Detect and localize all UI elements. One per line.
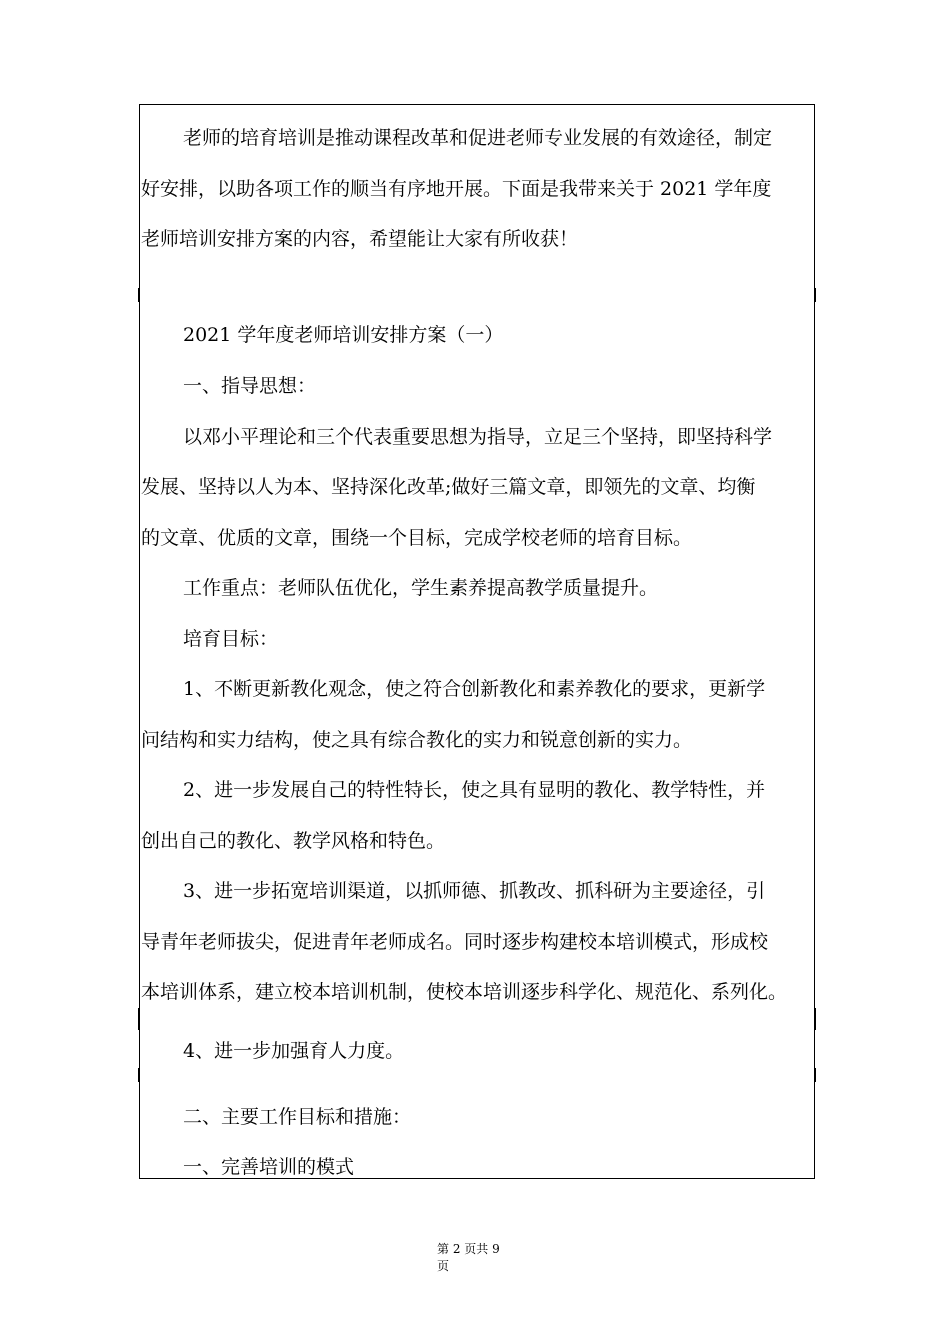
goal-item-2-cont: 创出自己的教化、教学风格和特色。 [141, 830, 446, 852]
left-margin-tick [138, 1068, 140, 1082]
subheading-training-mode: 一、完善培训的模式 [183, 1156, 355, 1178]
body-line: 发展、坚持以人为本、坚持深化改革;做好三篇文章，即领先的文章、均衡 [141, 476, 756, 498]
body-line: 的文章、优质的文章，围绕一个目标，完成学校老师的培育目标。 [141, 527, 693, 549]
heading-training-goals: 培育目标： [183, 628, 279, 650]
intro-line: 老师的培育培训是推动课程改革和促进老师专业发展的有效途径，制定 [183, 127, 773, 149]
page-number-line1: 第 2 页共 9 [437, 1242, 500, 1256]
page-number-line2: 页 [437, 1259, 450, 1273]
intro-line: 老师培训安排方案的内容，希望能让大家有所收获！ [141, 228, 579, 250]
goal-item-2: 2、进一步发展自己的特性特长，使之具有显明的教化、教学特性，并 [183, 779, 766, 801]
heading-main-goals: 二、主要工作目标和措施： [183, 1106, 412, 1128]
intro-line: 好安排，以助各项工作的顺当有序地开展。下面是我带来关于 2021 学年度 [141, 178, 772, 200]
left-margin-tick [138, 1008, 140, 1030]
goal-item-3-cont: 导青年老师拔尖，促进青年老师成名。同时逐步构建校本培训模式，形成校 [141, 931, 769, 953]
goal-item-1-cont: 问结构和实力结构，使之具有综合教化的实力和锐意创新的实力。 [141, 729, 693, 751]
goal-item-3: 3、进一步拓宽培训渠道，以抓师德、抓教改、抓科研为主要途径，引 [183, 880, 766, 902]
right-margin-tick [814, 288, 816, 302]
goal-item-4: 4、进一步加强育人力度。 [183, 1040, 405, 1062]
heading-guiding-thought: 一、指导思想： [183, 375, 317, 397]
work-focus-line: 工作重点：老师队伍优化，学生素养提高教学质量提升。 [183, 577, 659, 599]
goal-item-3-cont: 本培训体系，建立校本培训机制，使校本培训逐步科学化、规范化、系列化。 [141, 981, 788, 1003]
left-margin-tick [138, 288, 140, 302]
body-line: 以邓小平理论和三个代表重要思想为指导，立足三个坚持，即坚持科学 [183, 426, 773, 448]
section-title: 2021 学年度老师培训安排方案（一） [183, 324, 504, 346]
goal-item-1: 1、不断更新教化观念，使之符合创新教化和素养教化的要求，更新学 [183, 678, 766, 700]
page-footer [437, 1241, 500, 1275]
right-margin-tick [814, 1008, 816, 1030]
right-margin-tick [814, 1068, 816, 1082]
